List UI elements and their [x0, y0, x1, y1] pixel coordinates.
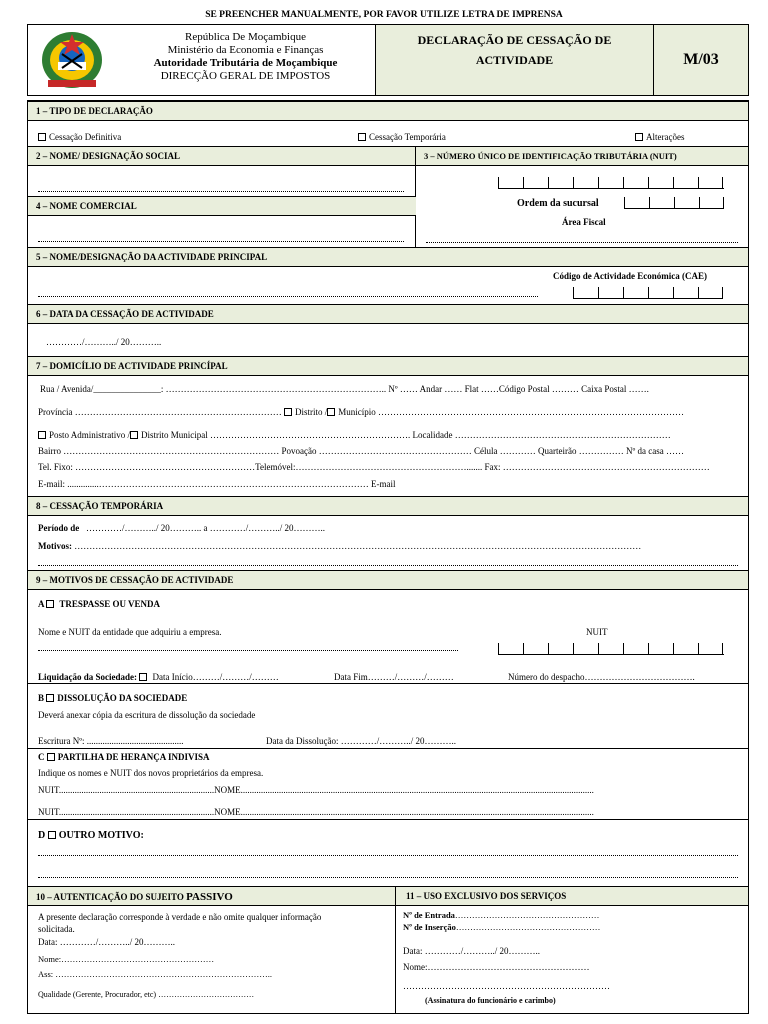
s10-data-field[interactable]: Data: …………/………../ 20……….. — [38, 937, 175, 947]
motivo-b-title: DISSOLUÇÃO DA SOCIEDADE — [57, 693, 188, 703]
motivos-field-2[interactable] — [38, 565, 738, 566]
partilha-note: Indique os nomes e NUIT dos novos proprietários da empresa. — [38, 768, 264, 778]
national-emblem-icon — [28, 25, 116, 95]
checkbox-liquidacao[interactable] — [139, 673, 147, 681]
divider — [28, 683, 748, 684]
distrito-label: Distrito / — [295, 407, 328, 417]
numero-despacho[interactable]: Número do despacho………………………………. — [508, 672, 695, 682]
checkbox-distrito-municipal[interactable] — [130, 431, 138, 439]
motivo-d-letter: D — [38, 830, 46, 841]
checkbox[interactable] — [635, 133, 643, 141]
form-code: M/03 — [683, 51, 719, 68]
nome-social-field[interactable] — [38, 191, 404, 192]
rua-line[interactable]: Rua / Avenida/_______________: ……………………………………………………………….. Nº …… Andar …… Flat ……Código Postal ……… Caixa Postal ……. — [40, 384, 649, 394]
nr-entrada-label: Nº de Entrada — [403, 910, 455, 920]
posto-label: Posto Administrativo / — [49, 430, 131, 440]
instruction-note: SE PREENCHER MANUALMENTE, POR FAVOR UTILIZE LETRA DE IMPRENSA — [205, 10, 563, 20]
data-dissolucao-field[interactable]: Data da Dissolução: …………/………../ 20……….. — [266, 736, 456, 746]
partilha-line-2[interactable]: NUIT.....................................................................NOME............................................................................................................................................................. — [38, 807, 594, 817]
section-10-title-big: PASSIVO — [186, 891, 233, 903]
provincia-line[interactable] — [38, 407, 684, 417]
escritura-field[interactable]: Escritura Nº: ........................................... — [38, 736, 184, 746]
nr-entrada-dots: …………………………………………… — [454, 910, 600, 920]
checkbox-trespasse[interactable] — [46, 600, 54, 608]
cae-label: Código de Actividade Económica (CAE) — [553, 271, 707, 281]
motivo-c-letter: C — [38, 752, 45, 762]
form-header — [27, 24, 749, 96]
section-3-header: 3 – NÚMERO ÚNICO DE IDENTIFICAÇÃO TRIBUTÁRIA (NUIT) — [416, 146, 748, 166]
outro-motivo-field-2[interactable] — [38, 877, 738, 878]
cae-boxes[interactable] — [573, 287, 723, 299]
motivo-a-title: TRESPASSE OU VENDA — [59, 599, 161, 609]
adquirente-label: Nome e NUIT da entidade que adquiriu a empresa. — [38, 627, 222, 637]
section-1-header: 1 – TIPO DE DECLARAÇÃO — [28, 101, 748, 121]
checkbox-posto[interactable] — [38, 431, 46, 439]
checkbox-dissolucao[interactable] — [46, 694, 54, 702]
option-label: Cessação Temporária — [369, 132, 446, 142]
s10-assinatura-field[interactable]: Ass: ………………………………………………………………….. — [38, 969, 272, 979]
motivo-b[interactable] — [38, 693, 187, 703]
s11-assinatura-field[interactable]: …………………………………………………………… — [403, 981, 610, 991]
s10-qualidade-field[interactable]: Qualidade (Gerente, Procurador, etc) ……………………………… — [38, 990, 255, 999]
s11-assinatura-label: (Assinatura do funcionário e carimbo) — [425, 996, 556, 1005]
section-6-header: 6 – DATA DA CESSAÇÃO DE ACTIVIDADE — [28, 304, 748, 324]
option-label: Alterações — [646, 132, 685, 142]
a-nuit-label: NUIT — [586, 627, 608, 637]
periodo-label: Período de — [38, 523, 80, 533]
section-10-header — [28, 886, 398, 906]
divider — [28, 748, 748, 749]
liquidacao-inicio: Data Início………/………/……… — [152, 672, 279, 682]
area-fiscal-label: Área Fiscal — [562, 217, 606, 227]
s11-data-field[interactable]: Data: …………/………../ 20……….. — [403, 946, 540, 956]
motivos-value: ……………………………………………………………………………………………………………………………………………………………………… — [74, 541, 642, 551]
section-9-header: 9 – MOTIVOS DE CESSAÇÃO DE ACTIVIDADE — [28, 570, 748, 590]
dissolucao-note: Deverá anexar cópia da escritura de dissolução da sociedade — [38, 710, 256, 720]
ordem-sucursal-boxes[interactable] — [624, 197, 724, 209]
divider — [395, 886, 396, 1014]
municipio-label: Município ………………………………………………………………………………………… — [338, 407, 685, 417]
provincia-label: Província …………………………………………………………… — [38, 407, 282, 417]
form-title-line2: ACTIVIDADE — [475, 53, 554, 67]
checkbox[interactable] — [358, 133, 366, 141]
checkbox[interactable] — [38, 133, 46, 141]
section-2-header: 2 – NOME/ DESIGNAÇÃO SOCIAL — [28, 146, 416, 166]
motivos-line[interactable] — [38, 541, 641, 551]
motivo-a-letter: A — [38, 599, 45, 609]
actividade-field[interactable] — [38, 296, 538, 297]
option-label: Cessação Definitiva — [49, 132, 122, 142]
ordem-sucursal-label: Ordem da sucursal — [517, 198, 599, 209]
liquidacao-line[interactable] — [38, 672, 279, 682]
area-fiscal-field[interactable] — [426, 242, 738, 243]
nr-entrada-field[interactable] — [403, 910, 599, 920]
option-cessacao-definitiva[interactable] — [38, 132, 121, 142]
section-7-header: 7 – DOMICÍLIO DE ACTIVIDADE PRINCÍPAL — [28, 356, 748, 376]
declaracao-text-2: solicitada. — [38, 924, 75, 934]
section-11-header: 11 – USO EXCLUSIVO DOS SERVIÇOS — [398, 886, 748, 906]
section-4-header: 4 – NOME COMERCIAL — [28, 196, 416, 216]
directorate-label: DIRECÇÃO GERAL DE IMPOSTOS — [160, 70, 331, 82]
nr-insercao-label: Nº de Inserção — [403, 922, 456, 932]
periodo-line[interactable] — [38, 523, 325, 533]
form-title — [376, 25, 654, 95]
distrito-municipal-label: Distrito Municipal …………………………………………………………. Localidade ……………………………………………………………… — [141, 430, 671, 440]
nr-insercao-dots: …………………………………………… — [455, 922, 601, 932]
motivo-d-title: OUTRO MOTIVO: — [58, 830, 144, 841]
a-nuit-boxes[interactable] — [498, 643, 724, 655]
option-alteracoes[interactable] — [635, 132, 684, 142]
issuer-text — [116, 25, 375, 95]
telefone-line[interactable]: Tel. Fixo: ……………………………………………………Telemóvel:…………………………………………………....... Fax: …………………………………………………………… — [38, 462, 710, 472]
motivo-d[interactable] — [38, 830, 144, 841]
nr-insercao-field[interactable] — [403, 922, 600, 932]
motivo-b-letter: B — [38, 693, 45, 703]
checkbox-municipio[interactable] — [327, 408, 335, 416]
declaracao-text-1: A presente declaração corresponde à verdade e não omite qualquer informação — [38, 912, 322, 922]
ministry-label: Ministério da Economia e Finanças — [167, 44, 324, 56]
liquidacao-label: Liquidação da Sociedade: — [38, 672, 138, 682]
motivos-label: Motivos: — [38, 541, 72, 551]
checkbox-outro[interactable] — [48, 831, 56, 839]
section-5-header: 5 – NOME/DESIGNAÇÃO DA ACTIVIDADE PRINCIPAL — [28, 247, 748, 267]
email-line[interactable]: E-mail: ..............……………………………………………………………………………… E-mail — [38, 479, 396, 489]
partilha-line-1[interactable]: NUIT.....................................................................NOME............................................................................................................................................................. — [38, 785, 594, 795]
republic-label: República De Moçambique — [185, 31, 306, 43]
data-cessacao-field[interactable]: …………/………../ 20……….. — [46, 337, 162, 347]
liquidacao-fim[interactable]: Data Fim………/………/……… — [334, 672, 454, 682]
option-cessacao-temporaria[interactable] — [358, 132, 446, 142]
checkbox-distrito[interactable] — [284, 408, 292, 416]
issuer-block — [28, 25, 376, 95]
s10-nome-field[interactable]: Nome:……………………………………………… — [38, 954, 215, 964]
bairro-line[interactable]: Bairro ……………………………………………………………… Povoação …………………………………………… Célula ………… Quarteirão …………… Nº da casa …… — [38, 446, 684, 456]
s11-nome-field[interactable]: Nome:……………………………………………… — [403, 962, 590, 972]
section-10-title: 10 – AUTENTICAÇÃO DO SUJEITO — [36, 892, 184, 902]
motivo-a[interactable] — [38, 599, 160, 609]
authority-label: Autoridade Tributária de Moçambique — [153, 57, 338, 69]
outro-motivo-field-1[interactable] — [38, 855, 738, 856]
periodo-value: …………/………../ 20……….. a …………/………../ 20……….. — [86, 523, 325, 533]
form-title-line1: DECLARAÇÃO DE CESSAÇÃO DE — [417, 33, 612, 47]
section-8-header: 8 – CESSAÇÃO TEMPORÁRIA — [28, 496, 748, 516]
checkbox-partilha[interactable] — [47, 753, 55, 761]
nome-comercial-field[interactable] — [38, 241, 404, 242]
adquirente-field[interactable] — [38, 650, 458, 651]
posto-line[interactable] — [38, 430, 671, 440]
form-body — [27, 100, 749, 1014]
motivo-c-title: PARTILHA DE HERANÇA INDIVISA — [57, 752, 210, 762]
divider — [28, 819, 748, 820]
nuit-boxes[interactable] — [498, 177, 724, 189]
motivo-c[interactable] — [38, 752, 210, 762]
